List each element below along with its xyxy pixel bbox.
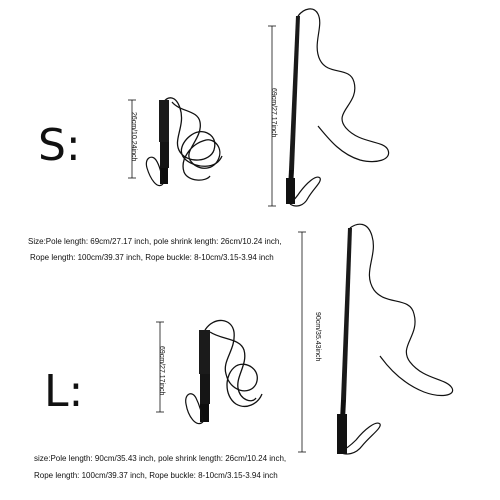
l-pole-length-label: 90cm/35.43inch bbox=[314, 312, 321, 362]
l-spec-line-1: size:Pole length: 90cm/35.43 inch, pole shrink length: 26cm/10.24 inch, bbox=[34, 454, 287, 463]
s-extended-stick bbox=[286, 9, 389, 206]
s-collapsed-stick bbox=[146, 98, 222, 186]
s-spec-line-1: Size:Pole length: 69cm/27.17 inch, pole shrink length: 26cm/10.24 inch, bbox=[28, 237, 282, 246]
s-spec-line-2: Rope length: 100cm/39.37 inch, Rope buckle: 8-10cm/3.15-3.94 inch bbox=[30, 253, 274, 262]
l-shrink-length-label: 69cm/27.17inch bbox=[158, 346, 165, 396]
l-spec-line-2: Rope length: 100cm/39.37 inch, Rope buckle: 8-10cm/3.15-3.94 inch bbox=[34, 471, 278, 480]
l-extended-stick bbox=[337, 224, 453, 454]
size-s-letter: S: bbox=[38, 120, 81, 171]
l-collapsed-stick bbox=[186, 320, 262, 423]
s-pole-length-label: 69cm/27.17inch bbox=[270, 88, 277, 138]
s-shrink-length-label: 26cm/10.24inch bbox=[130, 112, 137, 162]
size-l-letter: L: bbox=[44, 366, 84, 417]
